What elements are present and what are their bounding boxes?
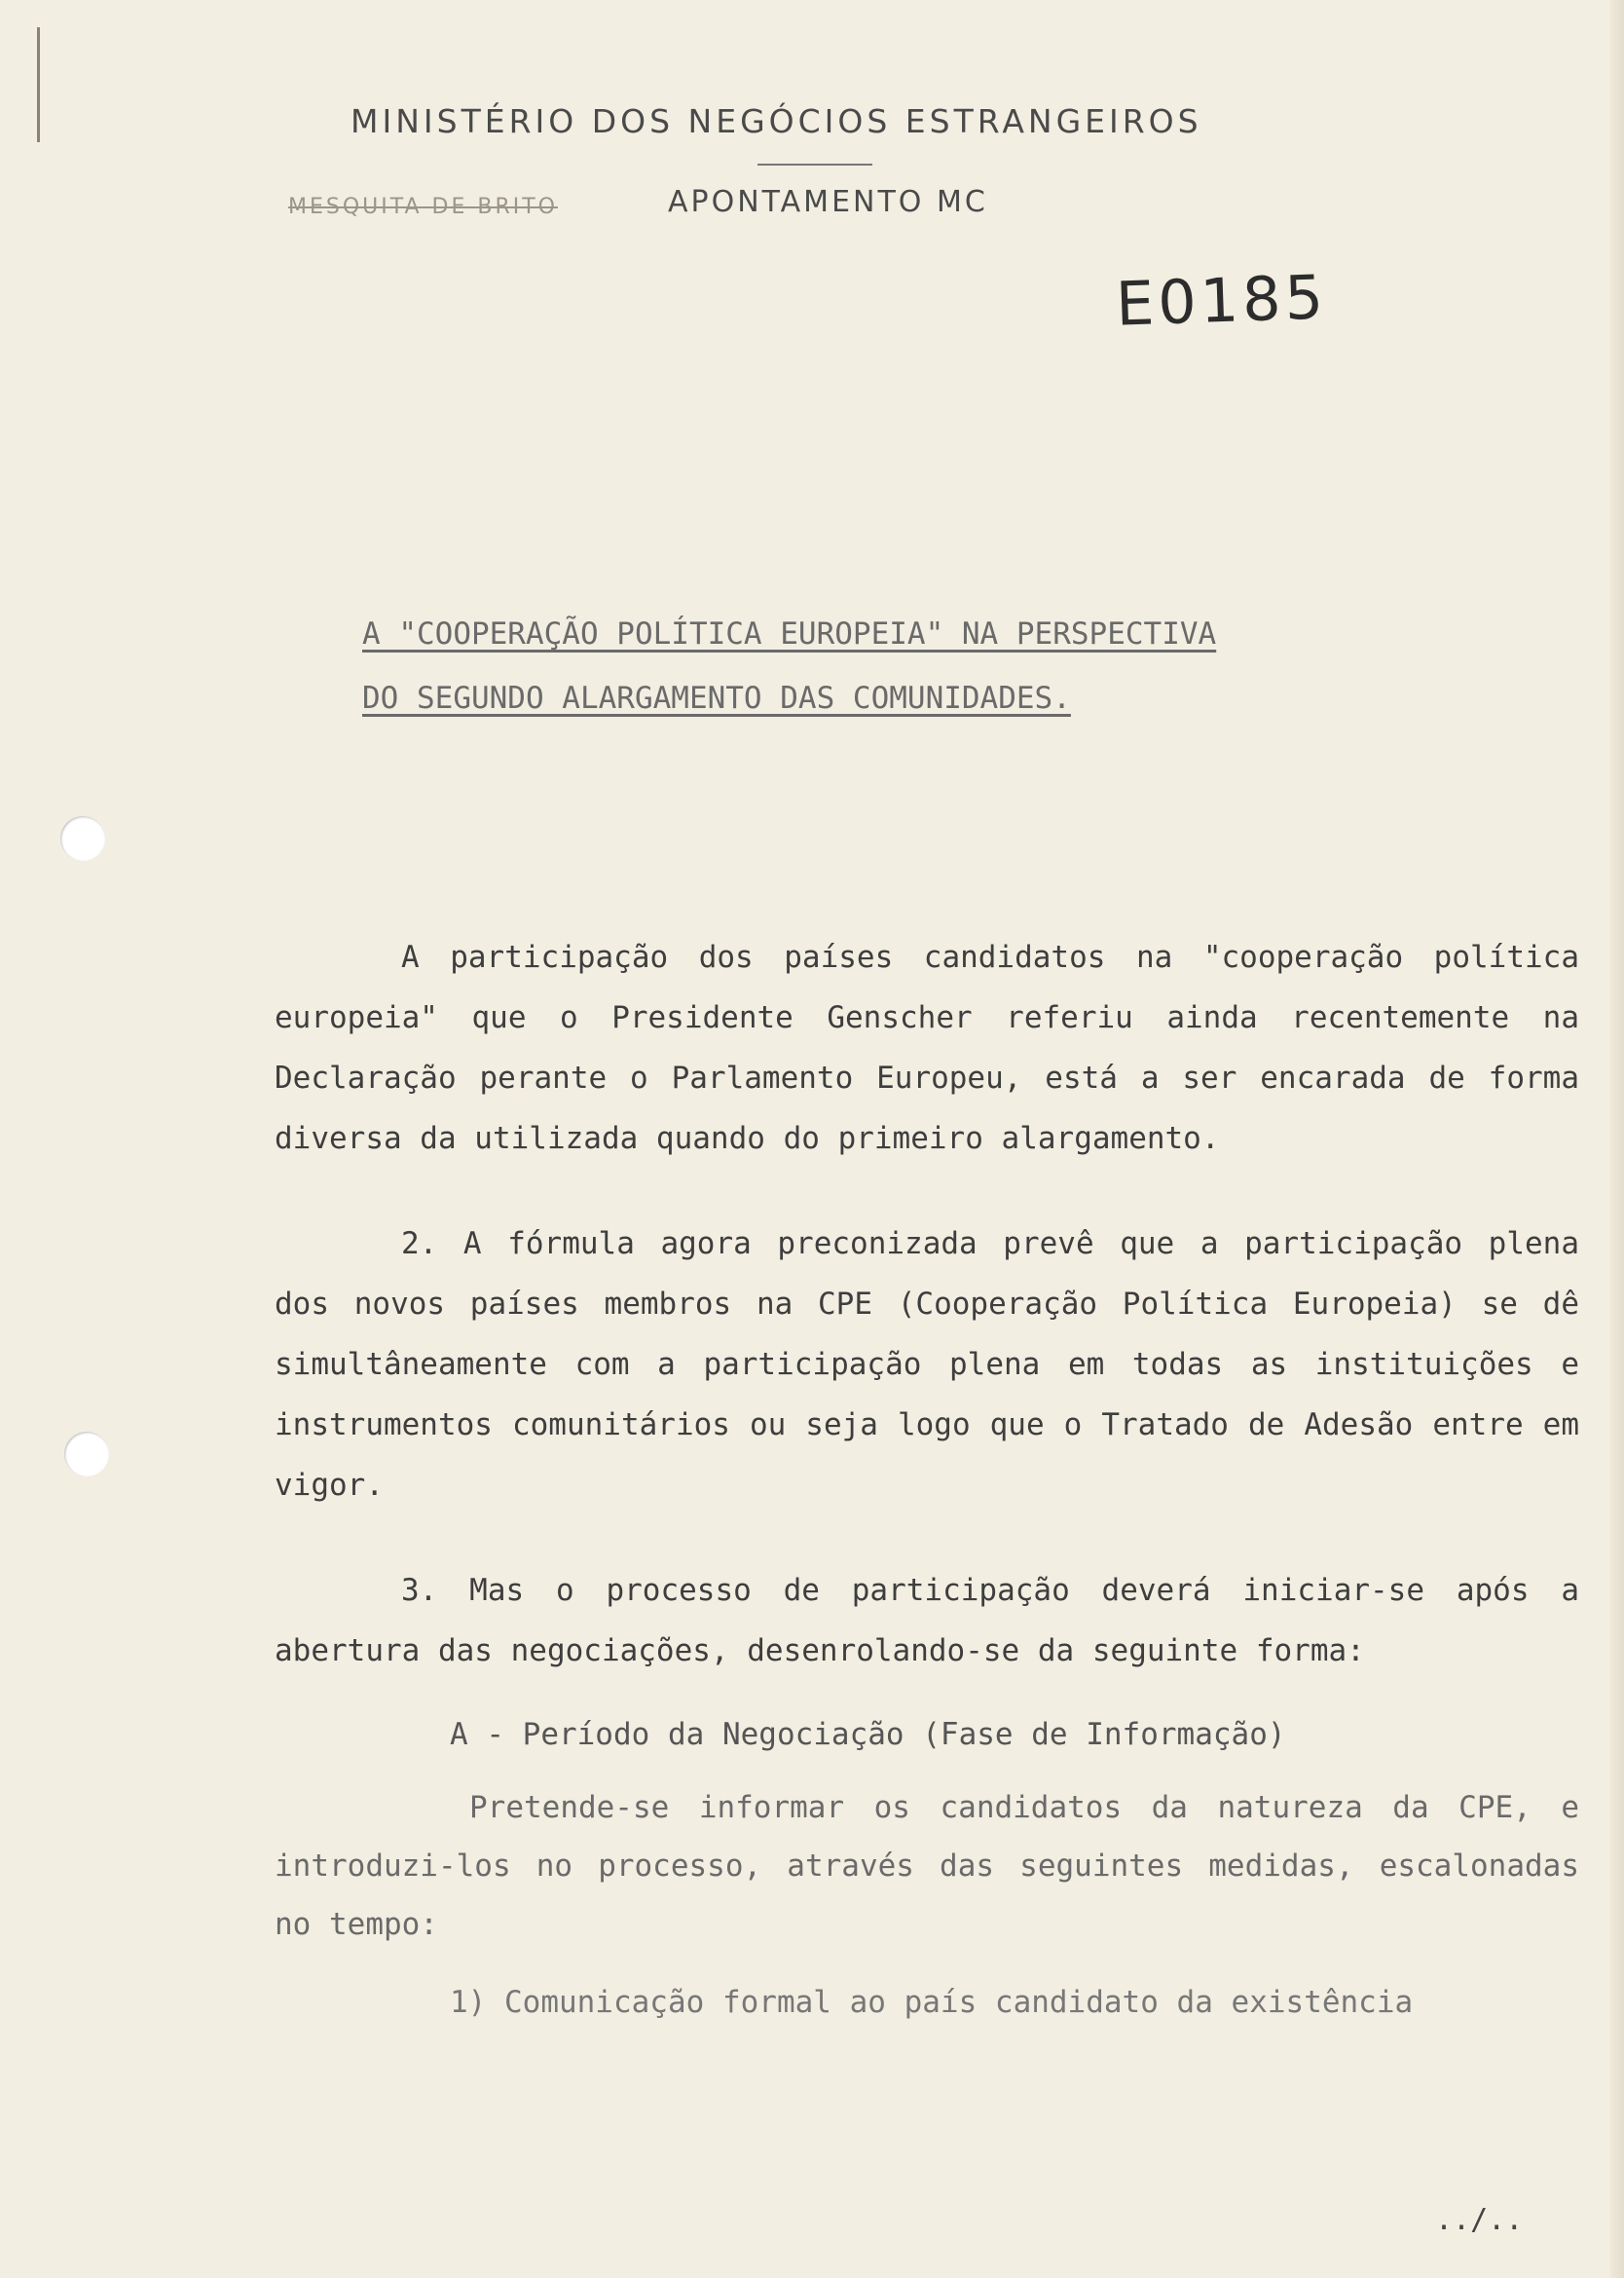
paragraph-2: 2. A fórmula agora preconizada prevê que a participação plena dos novos países membros na CPE (Cooperação Política Europeia) se dê simultâneamente com a participação plena em todas as instituições e instrumentos comunitários ou seja logo que o Tratado de Adesão entre em vigor. [275, 1226, 1579, 1503]
title-line-1: A "COOPERAÇÃO POLÍTICA EUROPEIA" NA PERSPECTIVA [362, 616, 1217, 652]
document-title [362, 602, 1336, 730]
continuation-mark: ../.. [1435, 2203, 1524, 2237]
punch-hole [64, 1432, 109, 1476]
paragraph-3: 3. Mas o processo de participação deverá iniciar-se após a abertura das negociações, desenrolando-se da seguinte forma: [275, 1573, 1579, 1668]
list-item-1: 1) Comunicação formal ao país candidato da existência [450, 1985, 1414, 2020]
memo-label: APONTAMENTO MC [668, 185, 988, 219]
paper-edge [1610, 0, 1624, 2278]
paragraph-4: Pretende-se informar os candidatos da natureza da CPE, e introduzi-los no processo, através das seguintes medidas, escalonadas no tempo: [275, 1790, 1579, 1942]
document-body [275, 927, 1579, 2032]
section-heading-a: A - Período da Negociação (Fase de Informação) [450, 1717, 1286, 1752]
margin-mark [37, 27, 40, 142]
title-line-2: DO SEGUNDO ALARGAMENTO DAS COMUNIDADES. [362, 681, 1071, 716]
handwritten-document-code: E0185 [1114, 261, 1329, 340]
paragraph-1: A participação dos países candidatos na "cooperação política europeia" que o Presidente Genscher referiu ainda recentemente na Declaração perante o Parlamento Europeu, está a ser encarada de forma diversa da utilizada quando do primeiro alargamento. [275, 940, 1579, 1156]
ministry-letterhead: MINISTÉRIO DOS NEGÓCIOS ESTRANGEIROS [351, 102, 1202, 140]
struck-author-name: MESQUITA DE BRITO [288, 195, 558, 219]
letterhead-rule [757, 164, 872, 166]
punch-hole [60, 816, 105, 861]
